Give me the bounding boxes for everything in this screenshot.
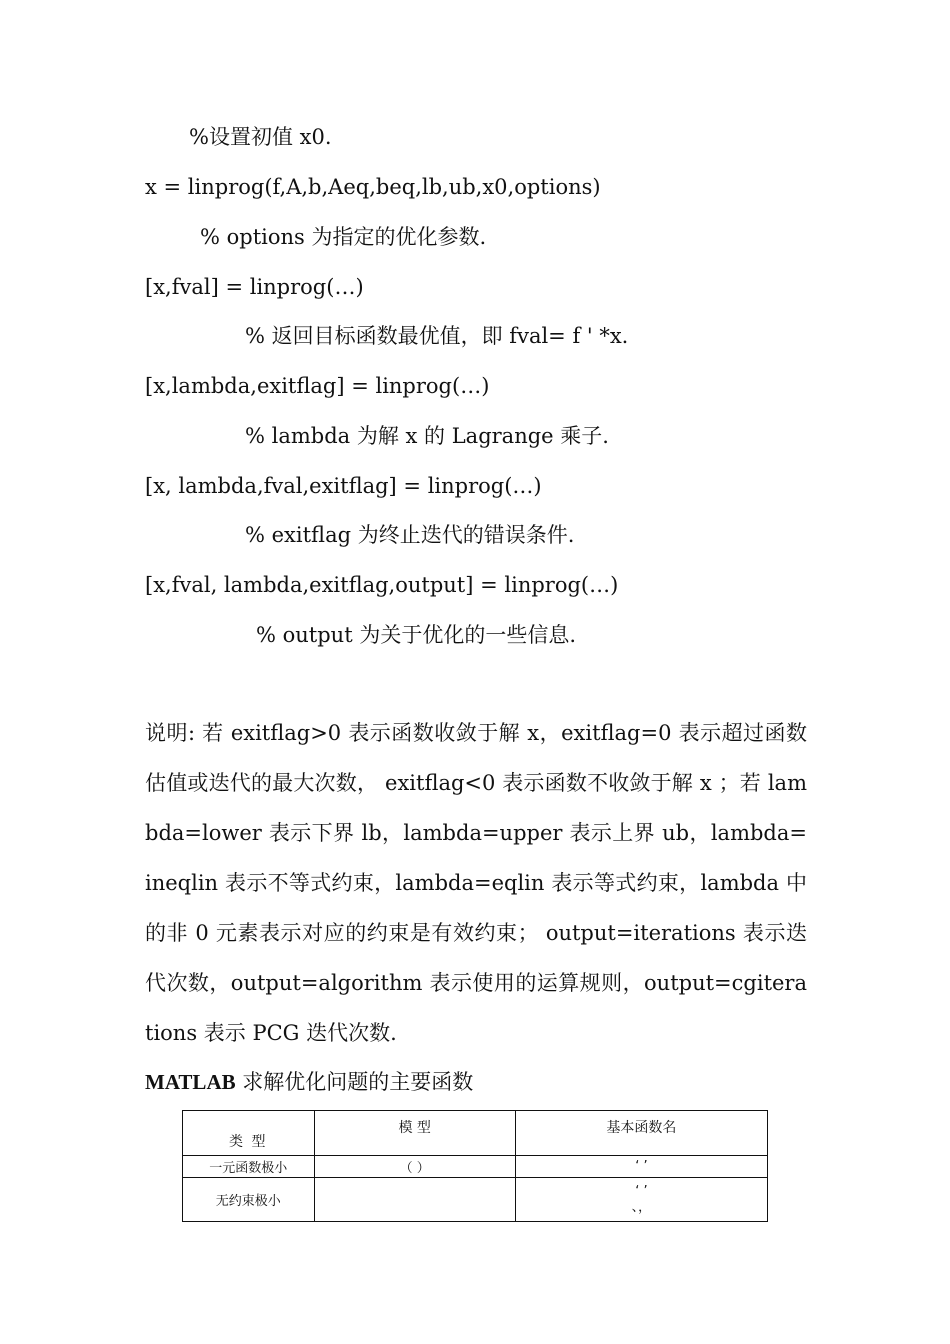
table-cell: 无约束极小 — [183, 1178, 315, 1222]
code-line-comment: % 返回目标函数最优值，即 fval= f ' *x. — [245, 324, 629, 348]
table-row — [183, 1178, 768, 1222]
table-cell: 一元函数极小 — [183, 1156, 315, 1178]
table-row — [183, 1156, 768, 1178]
code-line: [x,fval] = linprog(…) — [145, 275, 364, 299]
header-model: 模 型 — [314, 1111, 515, 1156]
table-header-row — [183, 1111, 768, 1156]
heading-bold: MATLAB — [145, 1070, 236, 1094]
code-line: x = linprog(f,A,b,Aeq,beq,lb,ub,x0,options) — [145, 175, 601, 199]
code-line: [x,fval, lambda,exitflag,output] = linprog(…) — [145, 573, 619, 597]
code-line-comment: % lambda 为解 x 的 Lagrange 乘子. — [245, 424, 609, 448]
table-cell: ‘ ’ 、， — [515, 1178, 767, 1222]
table-cell: ‘ ’ — [515, 1156, 767, 1178]
heading-rest: 求解优化问题的主要函数 — [235, 1070, 474, 1094]
explanation-paragraph: 说明: 若 exitflag>0 表示函数收敛于解 x，exitflag=0 表示超过函数估值或迭代的最大次数， exitflag<0 表示函数不收敛于解 x ；若 lambda=lower 表示下界 lb，lambda=upper 表示上界 ub，lambda=ineqlin 表示不等式约束，lambda=eqlin 表示等式约束，lambda 中的非 0 元素表示对应的约束是有效约束； output=iterations 表示迭代次数，output=algorithm 表示使用的运算规则，output=cgiterations 表示 PCG 迭代次数. — [145, 721, 807, 1045]
header-function-name: 基本函数名 — [515, 1111, 767, 1156]
table-cell — [314, 1178, 515, 1222]
code-line: [x,lambda,exitflag] = linprog(…) — [145, 374, 490, 398]
section-heading — [145, 1069, 473, 1095]
code-line: [x, lambda,fval,exitflag] = linprog(…) — [145, 474, 542, 498]
function-table — [182, 1110, 768, 1222]
code-line-comment: % output 为关于优化的一些信息. — [256, 623, 576, 647]
code-line-comment: % options 为指定的优化参数. — [200, 225, 487, 249]
code-line-comment: % exitflag 为终止迭代的错误条件. — [245, 523, 575, 547]
header-type: 类 型 — [183, 1111, 315, 1156]
code-line-comment: %设置初值 x0. — [189, 125, 332, 149]
table-cell: （ ） — [314, 1156, 515, 1178]
